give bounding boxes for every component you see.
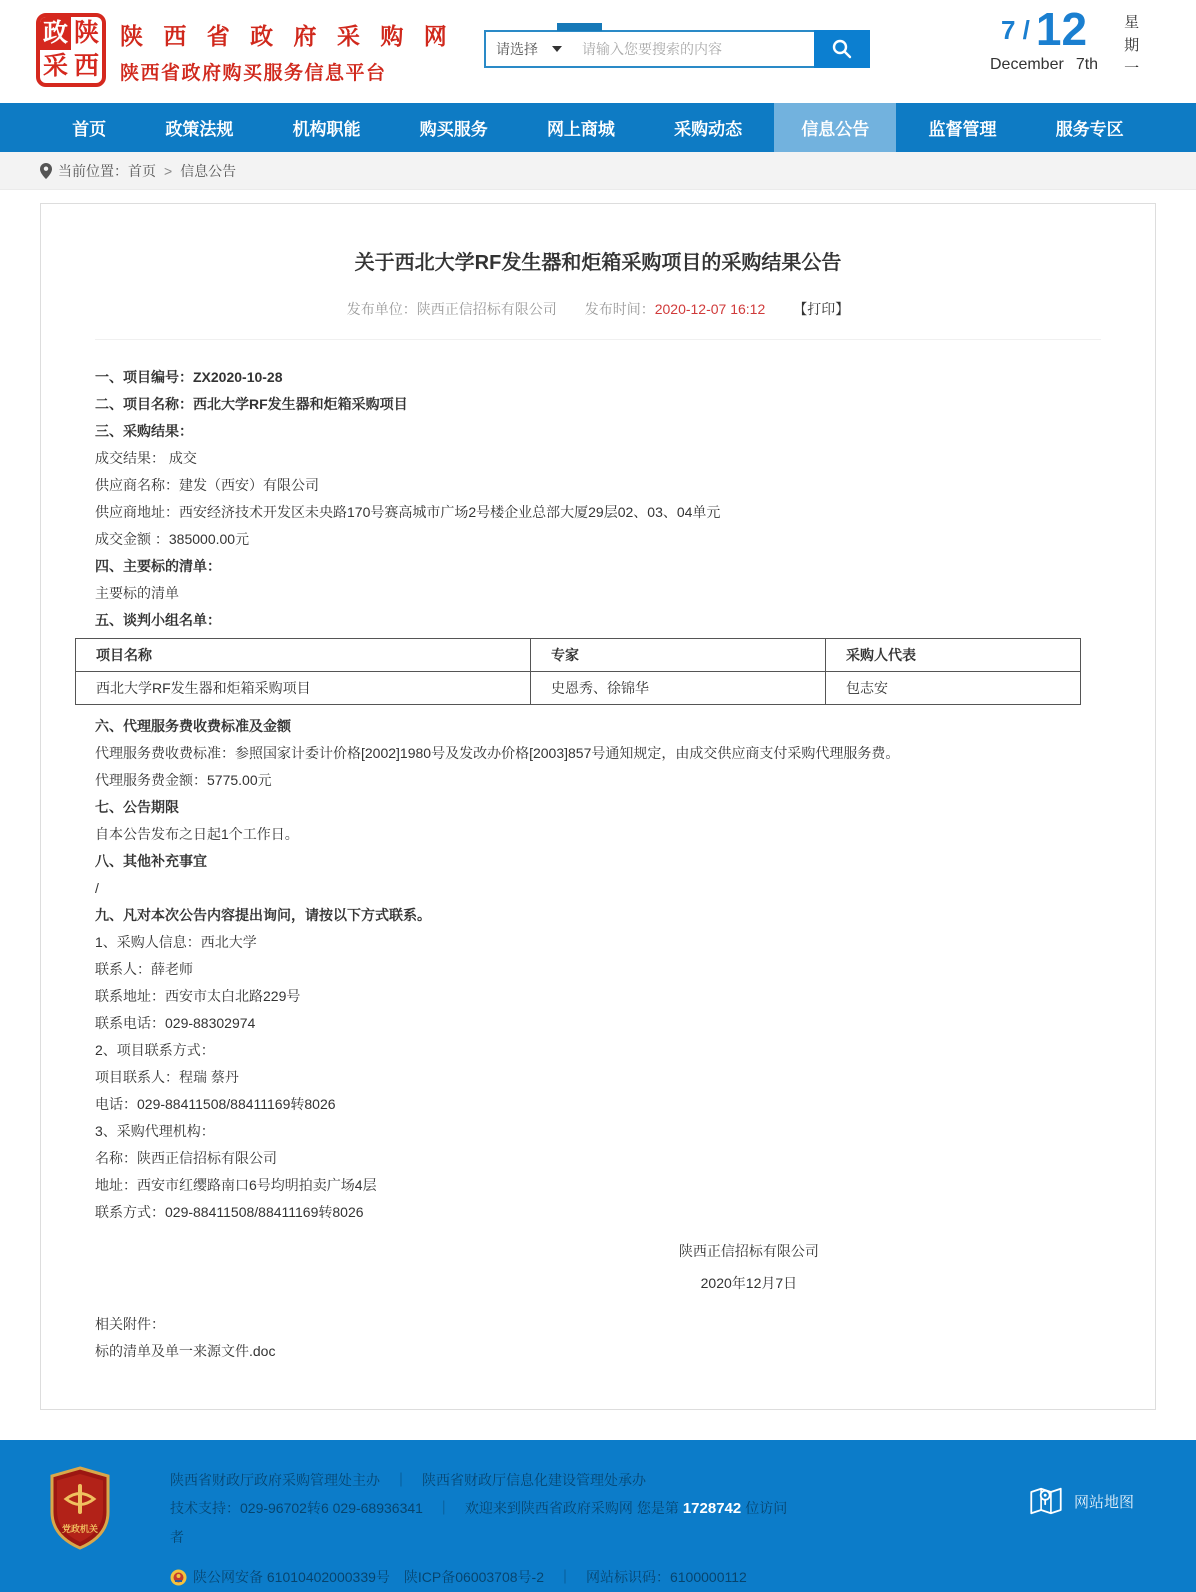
article-paragraph: 六、代理服务费收费标准及金额 bbox=[95, 718, 291, 734]
nav-item-procurement-news[interactable]: 采购动态 bbox=[674, 120, 743, 139]
seal-logo bbox=[36, 13, 106, 87]
table-cell: 史恩秀、徐锦华 bbox=[531, 672, 826, 705]
article-paragraph: 联系地址：西安市太白北路229号 bbox=[95, 988, 301, 1004]
police-badge-icon bbox=[170, 1569, 187, 1586]
date-day-slash: 7 / bbox=[1000, 14, 1030, 45]
footer-support-text: 技术支持：029-96702转6 029-68936341 ｜ 欢迎来到陕西省政府采购网 您是第 bbox=[170, 1500, 679, 1516]
article-paragraph: 电话：029-88411508/88411169转8026 bbox=[95, 1096, 336, 1112]
attachment-label: 相关附件： bbox=[95, 1316, 165, 1332]
chevron-down-icon bbox=[552, 46, 562, 52]
article-paragraph: 八、其他补充事宜 bbox=[95, 853, 207, 869]
logo-char: 西 bbox=[73, 52, 99, 80]
signature-block bbox=[598, 1241, 900, 1293]
article bbox=[40, 203, 1156, 1410]
footer-filing-line bbox=[170, 1567, 761, 1587]
site-titles bbox=[120, 18, 454, 85]
article-paragraph: 联系方式：029-88411508/88411169转8026 bbox=[95, 1204, 364, 1220]
article-paragraph: 代理服务费金额：5775.00元 bbox=[95, 772, 272, 788]
shield-label: 党政机关 bbox=[61, 1524, 99, 1534]
logo-char: 采 bbox=[42, 52, 68, 80]
table-header-cell: 专家 bbox=[531, 639, 826, 672]
article-paragraph: 供应商名称：建发（西安）有限公司 bbox=[95, 477, 319, 493]
search-bar bbox=[484, 30, 870, 68]
print-button[interactable]: 【打印】 bbox=[793, 301, 850, 317]
article-paragraph: 五、谈判小组名单： bbox=[95, 612, 221, 628]
article-paragraph: 1、采购人信息：西北大学 bbox=[95, 934, 257, 950]
nav-item-purchase-service[interactable]: 购买服务 bbox=[419, 120, 488, 139]
signature-line: 2020年12月7日 bbox=[700, 1275, 798, 1291]
table-row bbox=[76, 672, 1081, 705]
footer bbox=[0, 1440, 1196, 1592]
article-paragraph: 自本公告发布之日起1个工作日。 bbox=[95, 826, 299, 842]
article-paragraph: / bbox=[95, 880, 99, 896]
negotiation-table-head-row bbox=[76, 639, 1081, 672]
nav-item-announcements[interactable]: 信息公告 bbox=[774, 103, 896, 152]
location-pin-icon bbox=[40, 163, 52, 179]
security-filing-link[interactable]: 陕公网安备 61010402000339号 bbox=[193, 1569, 390, 1585]
search-icon bbox=[831, 38, 853, 60]
logo-char: 政 bbox=[40, 17, 71, 50]
article-paragraph: 四、主要标的清单： bbox=[95, 558, 221, 574]
nav-item-online-mall[interactable]: 网上商城 bbox=[546, 120, 615, 139]
site-logo[interactable] bbox=[36, 13, 108, 89]
nav-item-service-zone[interactable]: 服务专区 bbox=[1055, 120, 1124, 139]
table-header-cell: 采购人代表 bbox=[826, 639, 1081, 672]
article-paragraph: 成交结果： 成交 bbox=[95, 450, 197, 466]
article-paragraph: 七、公告期限 bbox=[95, 799, 179, 815]
main-nav bbox=[0, 103, 1196, 152]
article-paragraph: 联系人：薛老师 bbox=[95, 961, 193, 977]
footer-wrap-char: 者 bbox=[170, 1529, 184, 1545]
article-paragraph: 地址：西安市红缨路南口6号均明拍卖广场4层 bbox=[95, 1177, 377, 1193]
nav-item-functions[interactable]: 机构职能 bbox=[292, 120, 361, 139]
article-paragraph: 主要标的清单 bbox=[95, 585, 179, 601]
breadcrumb-separator: > bbox=[164, 162, 173, 179]
article-paragraph: 成交金额 ：385000.00元 bbox=[95, 531, 250, 547]
date-main bbox=[990, 3, 1099, 83]
paragraphs-after-table bbox=[95, 717, 1101, 1221]
article-paragraph: 名称：陕西正信招标有限公司 bbox=[95, 1150, 277, 1166]
publisher-value: 陕西正信招标有限公司 bbox=[416, 301, 557, 317]
nav-item-policy[interactable]: 政策法规 bbox=[165, 120, 234, 139]
filing-pipe: ｜ bbox=[557, 1569, 572, 1585]
breadcrumb-home-link[interactable]: 首页 bbox=[128, 162, 156, 179]
article-paragraph: 供应商地址：西安经济技术开发区未央路170号赛高城市广场2号楼企业总部大厦29层02、03、04单元 bbox=[95, 504, 721, 520]
visitor-count: 1728742 bbox=[682, 1500, 742, 1517]
article-paragraph: 九、凡对本次公告内容提出询问，请按以下方式联系。 bbox=[95, 907, 431, 923]
page-title: 关于西北大学RF发生器和炬箱采购项目的采购结果公告 bbox=[354, 252, 842, 274]
table-header-cell: 项目名称 bbox=[76, 639, 531, 672]
search-select-label: 请选择 bbox=[496, 41, 538, 57]
site-subtitle: 陕西省政府购买服务信息平台 bbox=[120, 63, 387, 84]
site-code: 网站标识码：6100000112 bbox=[585, 1569, 747, 1585]
footer-visitor-text: 位访问 bbox=[745, 1500, 788, 1516]
table-cell: 西北大学RF发生器和炬箱采购项目 bbox=[76, 672, 531, 705]
search-accent-notch bbox=[557, 23, 602, 31]
date-day-ordinal: 7th bbox=[1075, 55, 1099, 73]
negotiation-table-body bbox=[76, 672, 1081, 705]
article-paragraph: 一、项目编号：ZX2020-10-28 bbox=[95, 369, 283, 385]
search-button[interactable] bbox=[814, 30, 870, 68]
logo-char: 陕 bbox=[73, 19, 99, 47]
breadcrumb bbox=[0, 152, 1196, 190]
article-paragraph: 联系电话：029-88302974 bbox=[95, 1015, 256, 1031]
negotiation-group-table bbox=[75, 638, 1081, 705]
sitemap-link[interactable] bbox=[1028, 1484, 1134, 1518]
article-meta bbox=[95, 299, 1101, 340]
paragraphs-before-table bbox=[95, 368, 1101, 629]
article-paragraph: 3、采购代理机构： bbox=[95, 1123, 215, 1139]
date-month-number: 12 bbox=[1035, 3, 1088, 55]
nav-item-supervision[interactable]: 监督管理 bbox=[928, 120, 997, 139]
publish-time-value: 2020-12-07 16:12 bbox=[654, 301, 766, 317]
article-paragraph: 代理服务费收费标准：参照国家计委计价格[2002]1980号及发改办价格[2003]857号通知规定，由成交供应商支付采购代理服务费。 bbox=[95, 745, 900, 761]
footer-organizer-line: 陕西省财政厅政府采购管理处主办 ｜ 陕西省财政厅信息化建设管理处承办 bbox=[170, 1472, 646, 1488]
page-header bbox=[0, 0, 1196, 103]
article-paragraph: 项目联系人：程瑞 蔡丹 bbox=[95, 1069, 239, 1085]
table-cell: 包志安 bbox=[826, 672, 1081, 705]
nav-item-home[interactable]: 首页 bbox=[72, 120, 107, 139]
attachment-link[interactable]: 标的清单及单一来源文件.doc bbox=[95, 1343, 276, 1359]
footer-info bbox=[170, 1466, 970, 1551]
article-paragraph: 三、采购结果： bbox=[95, 423, 193, 439]
article-paragraph: 二、项目名称：西北大学RF发生器和炬箱采购项目 bbox=[95, 396, 408, 412]
date-weekday: 星期一 bbox=[1122, 14, 1140, 83]
government-agency-shield-icon bbox=[48, 1466, 112, 1555]
breadcrumb-current[interactable]: 信息公告 bbox=[180, 162, 237, 179]
site-title: 陕 西 省 政 府 采 购 网 bbox=[120, 23, 454, 49]
search-input[interactable] bbox=[576, 32, 816, 66]
search-category-select[interactable] bbox=[486, 32, 576, 66]
map-icon bbox=[1028, 1484, 1064, 1518]
icp-filing-link[interactable]: 陕ICP备06003708号-2 bbox=[403, 1569, 544, 1585]
date-month-name: December bbox=[990, 55, 1064, 73]
footer-support-line bbox=[170, 1494, 970, 1523]
sitemap-label: 网站地图 bbox=[1073, 1493, 1134, 1511]
article-paragraph: 2、项目联系方式： bbox=[95, 1042, 215, 1058]
date-widget bbox=[990, 3, 1183, 83]
breadcrumb-prefix: 当前位置： bbox=[58, 162, 128, 179]
publish-time-label: 发布时间： bbox=[584, 301, 655, 317]
signature-line: 陕西正信招标有限公司 bbox=[678, 1243, 819, 1259]
publisher-label: 发布单位： bbox=[346, 301, 417, 317]
